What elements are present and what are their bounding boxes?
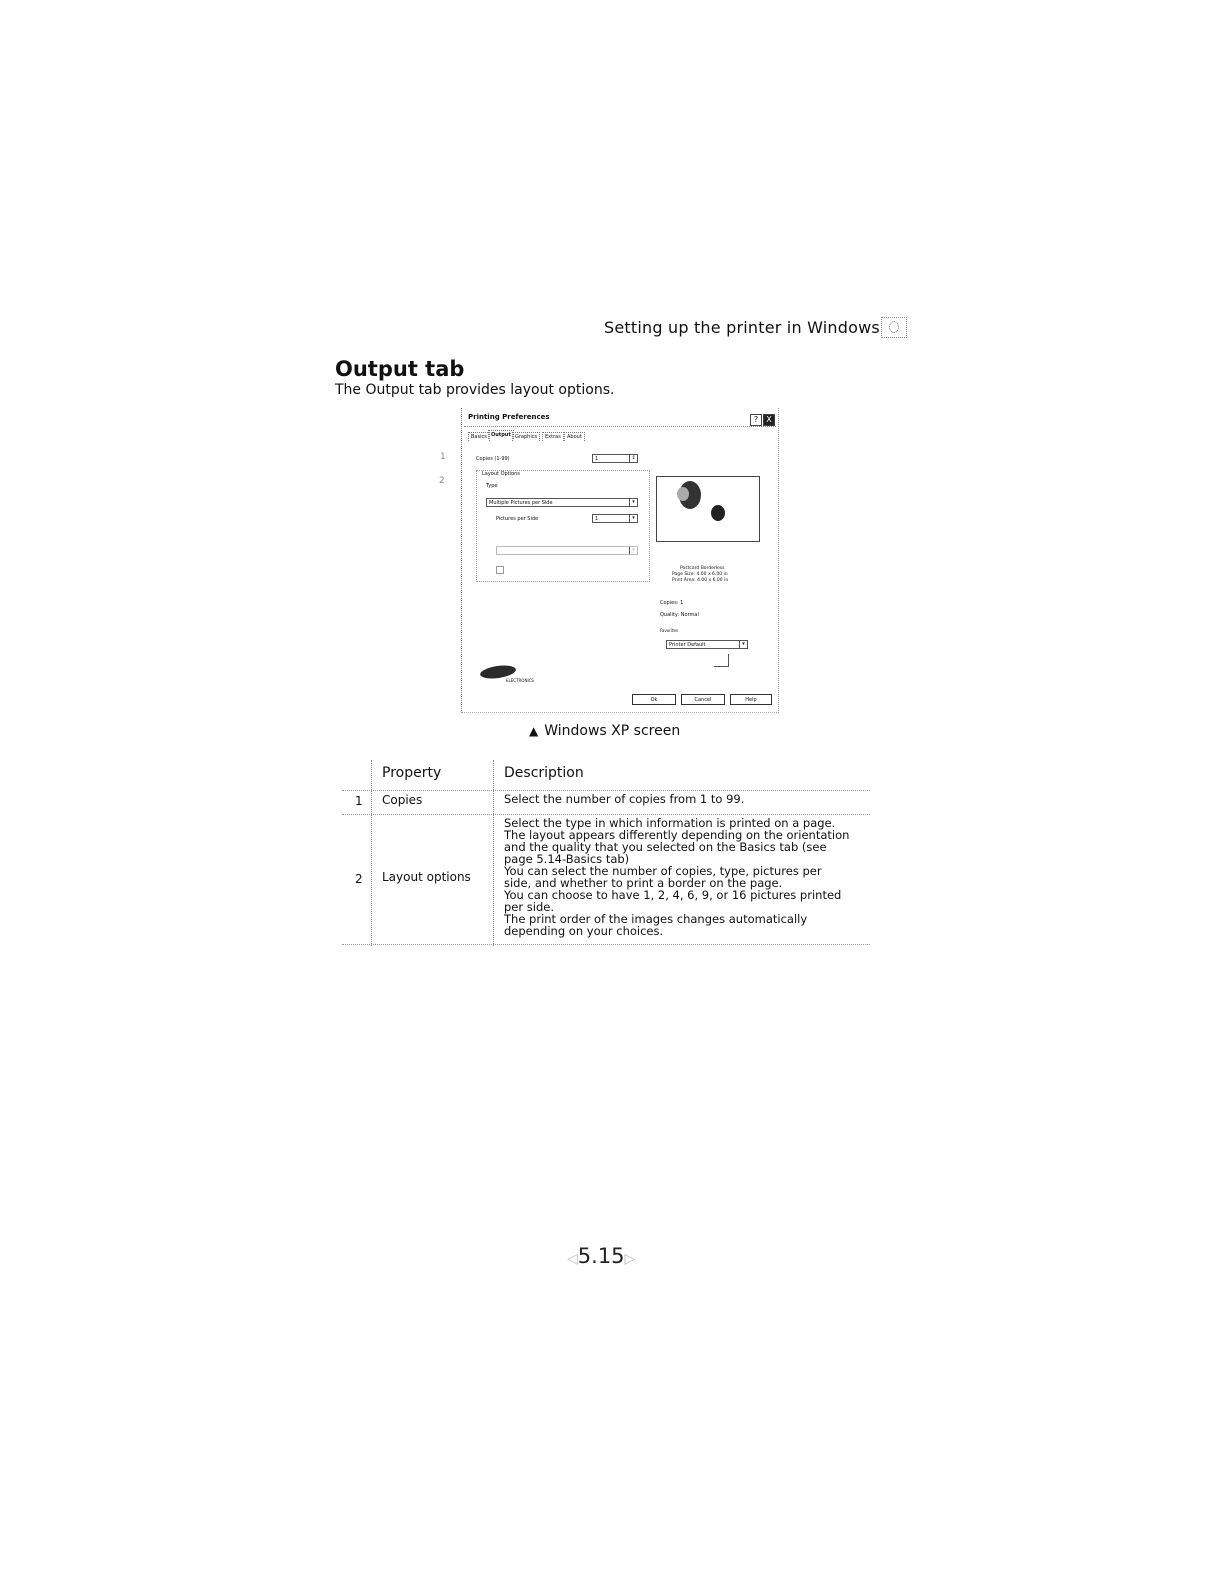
header-description: Description — [504, 765, 584, 781]
type-label: Type — [486, 483, 498, 489]
row-number: 2 — [355, 872, 363, 886]
prev-page-icon: ◁ — [567, 1251, 578, 1267]
header-property: Property — [382, 765, 442, 781]
chevron-down-icon[interactable]: ▾ — [629, 515, 637, 522]
type-select[interactable] — [486, 498, 638, 507]
ok-button[interactable]: Ok — [632, 694, 676, 705]
dialog-title: Printing Preferences — [468, 413, 550, 421]
table-header-row — [342, 756, 870, 791]
figure-caption — [529, 723, 680, 739]
favorites-value: Printer Default — [669, 642, 706, 648]
pictures-label: Pictures per Side — [496, 516, 539, 522]
preview-info-1: Postcard Borderless — [680, 566, 725, 571]
triangle-icon: ▲ — [529, 724, 539, 738]
description-line: The layout appears differently depending on the orientation — [504, 828, 850, 842]
next-page-icon: ▷ — [624, 1251, 636, 1267]
chevron-down-icon[interactable]: ▾ — [629, 499, 637, 506]
copies-summary: Copies: 1 — [660, 600, 684, 606]
tab-graphics[interactable]: Graphics — [512, 432, 540, 441]
delete-button[interactable] — [714, 654, 729, 667]
disabled-select — [496, 546, 638, 555]
chevron-down-icon: ▾ — [629, 547, 637, 554]
description-line: page 5.14-Basics tab) — [504, 852, 630, 866]
running-header: Setting up the printer in Windows — [604, 318, 880, 337]
copies-spinner[interactable] — [592, 454, 638, 463]
callout-1: 1 — [440, 452, 446, 462]
description-line: You can choose to have 1, 2, 4, 6, 9, or 16 pictures printed — [504, 888, 842, 902]
logo-subtitle: ELECTRONICS — [506, 678, 534, 683]
type-value: Multiple Pictures per Side — [489, 500, 553, 506]
pictures-value: 1 — [595, 516, 599, 522]
disabled-checkbox — [496, 566, 504, 574]
section-intro: The Output tab provides layout options. — [335, 382, 615, 398]
description-line: You can select the number of copies, type, pictures per — [504, 864, 822, 878]
tab-basics[interactable]: Basics — [468, 432, 490, 441]
copies-value: 1 — [595, 456, 599, 462]
table-row — [342, 790, 870, 815]
description-line: The print order of the images changes automatically — [504, 912, 808, 926]
preview-info-2: Page Size: 4.00 x 6.00 in — [672, 572, 728, 577]
table-row — [342, 814, 870, 945]
description-line: depending on your choices. — [504, 924, 664, 938]
dialog-titlebar — [464, 412, 776, 427]
layout-group-label: Layout Options — [482, 471, 520, 477]
callout-2: 2 — [439, 476, 445, 486]
tab-extras[interactable]: Extras — [542, 432, 564, 441]
caption-text: Windows XP screen — [544, 723, 681, 739]
page-number — [567, 1244, 635, 1268]
printing-preferences-screenshot — [461, 408, 779, 713]
layout-preview — [656, 476, 760, 542]
page-number-value: 5.15 — [577, 1244, 625, 1268]
description-line: Select the type in which information is printed on a page. — [504, 816, 836, 830]
row-number: 1 — [355, 794, 363, 808]
tab-output[interactable]: Output — [488, 430, 514, 439]
description-line: per side. — [504, 900, 554, 914]
person-image-icon — [711, 505, 725, 521]
description-line: and the quality that you selected on the Basics tab (see — [504, 840, 827, 854]
pictures-select[interactable] — [592, 514, 638, 523]
quality-summary: Quality: Normal — [660, 612, 699, 618]
description-line: side, and whether to print a border on the page. — [504, 876, 783, 890]
row-description — [504, 817, 849, 937]
preview-info-3: Print Area: 4.00 x 6.00 in — [672, 578, 729, 583]
section-title: Output tab — [335, 357, 465, 381]
row-property: Copies — [382, 793, 423, 807]
favorites-select[interactable] — [666, 640, 748, 649]
spin-icon[interactable]: ↕ — [629, 455, 637, 462]
close-icon[interactable]: X — [763, 414, 775, 426]
row-property: Layout options — [382, 870, 471, 884]
chevron-down-icon[interactable]: ▾ — [739, 641, 747, 648]
chapter-icon — [881, 317, 907, 338]
copies-label: Copies (1-99) — [476, 456, 510, 462]
row-description: Select the number of copies from 1 to 99. — [504, 792, 745, 806]
help-button[interactable]: Help — [730, 694, 772, 705]
balloon-image-icon — [677, 487, 689, 501]
tab-about[interactable]: About — [564, 432, 585, 441]
help-icon[interactable]: ? — [750, 414, 762, 426]
cancel-button[interactable]: Cancel — [681, 694, 725, 705]
favorites-label: Favorites — [660, 628, 679, 633]
